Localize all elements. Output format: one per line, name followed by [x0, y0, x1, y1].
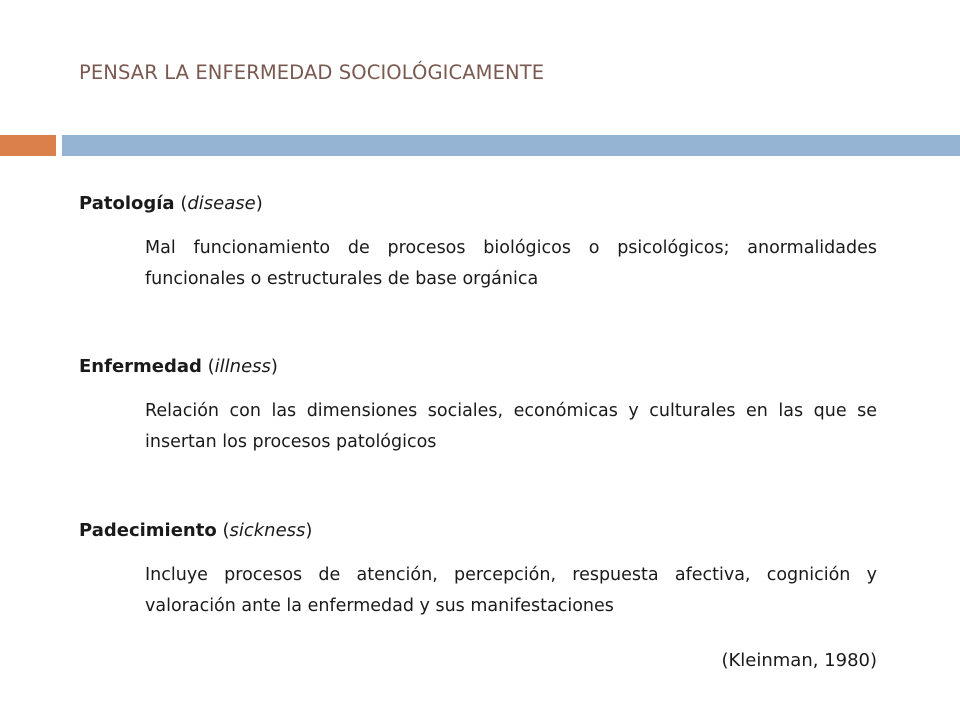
entry-term [79, 356, 278, 377]
entry-definition: Mal funcionamiento de procesos biológicos o psicológicos; anormalidades funcionales o estructurales de base orgánica [145, 238, 877, 289]
term-paren-open: ( [207, 356, 215, 377]
term-gloss: illness [214, 356, 271, 377]
term-name: Padecimiento [79, 520, 217, 541]
term-paren-open: ( [222, 520, 230, 541]
entry-definition: Relación con las dimensiones sociales, económicas y culturales en las que se insertan los procesos patológicos [145, 401, 877, 452]
term-gloss: disease [187, 193, 256, 214]
term-name: Enfermedad [79, 356, 202, 377]
term-name: Patología [79, 193, 175, 214]
term-paren-close: ) [270, 356, 278, 377]
term-paren-close: ) [305, 520, 313, 541]
entry-term [79, 193, 263, 214]
accent-bar-blue [62, 135, 960, 156]
term-paren-open: ( [180, 193, 188, 214]
entry-definition: Incluye procesos de atención, percepción, respuesta afectiva, cognición y valoración ante la enfermedad y sus manifestaciones [145, 565, 877, 616]
entry-term [79, 520, 312, 541]
term-paren-close: ) [255, 193, 263, 214]
slide-title: PENSAR LA ENFERMEDAD SOCIOLÓGICAMENTE [79, 61, 545, 84]
citation: (Kleinman, 1980) [721, 650, 877, 671]
term-gloss: sickness [229, 520, 306, 541]
accent-bar-orange [0, 135, 56, 156]
